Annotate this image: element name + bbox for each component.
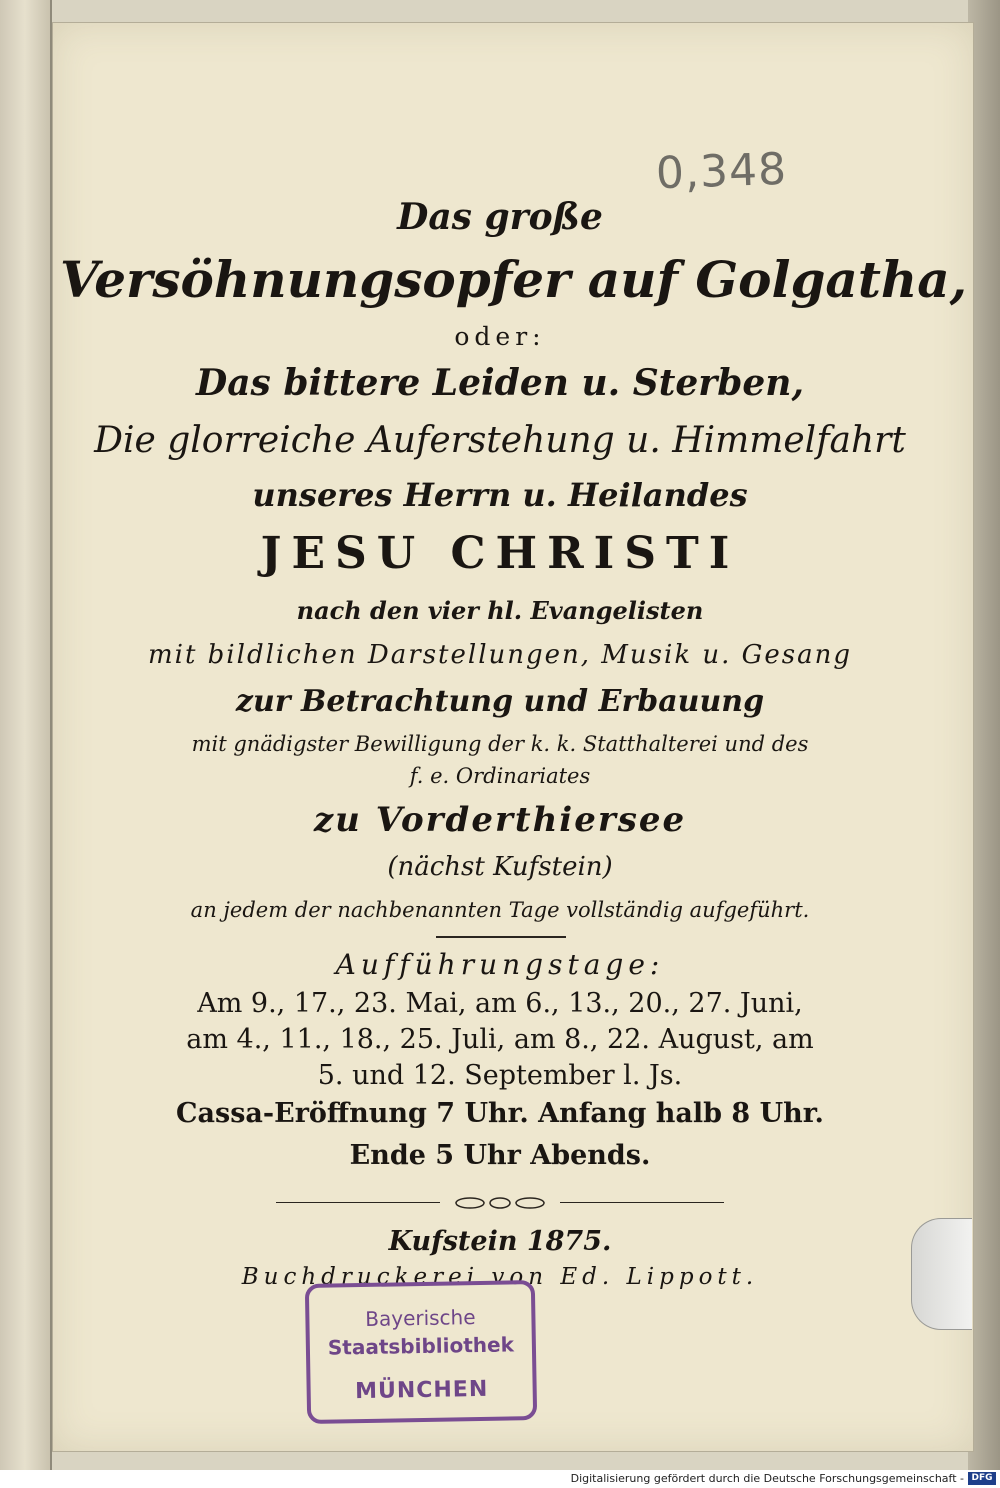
schedule-line-4: Cassa-Eröffnung 7 Uhr. Anfang halb 8 Uhr. xyxy=(176,1098,824,1129)
schedule-heading: Aufführungstage: xyxy=(335,948,665,981)
stamp-line-3: MÜNCHEN xyxy=(354,1376,489,1405)
title-line-12: f. e. Ordinariates xyxy=(409,764,591,788)
stamp-line-2: Staatsbibliothek xyxy=(327,1332,515,1360)
title-line-4: Das bittere Leiden u. Sterben, xyxy=(196,362,804,404)
ornament-rule-left xyxy=(276,1202,440,1203)
title-line-14: (nächst Kufstein) xyxy=(387,852,613,882)
title-line-2: Versöhnungsopfer auf Golgatha, xyxy=(60,250,968,309)
title-line-10: zur Betrachtung und Erbauung xyxy=(235,684,765,719)
title-line-6: unseres Herrn u. Heilandes xyxy=(252,476,748,514)
title-oder: oder: xyxy=(454,322,546,351)
imprint-printer: Buchdruckerei von Ed. Lippott. xyxy=(241,1264,759,1290)
title-place: zu Vorderthiersee xyxy=(313,800,687,840)
ornament-rule-right xyxy=(560,1202,724,1203)
schedule-line-2: am 4., 11., 18., 25. Juli, am 8., 22. August, am xyxy=(186,1024,814,1055)
dfg-logo: DFG xyxy=(968,1472,996,1485)
schedule-line-1: Am 9., 17., 23. Mai, am 6., 13., 20., 27. Juni, xyxy=(197,988,803,1019)
imprint-place-year: Kufstein 1875. xyxy=(388,1226,612,1257)
title-line-15: an jedem der nachbenannten Tage vollständig aufgeführt. xyxy=(190,898,810,922)
stamp-line-1: Bayerische xyxy=(365,1305,476,1331)
digitization-footer xyxy=(0,1470,1000,1488)
book-spine-edge xyxy=(0,0,52,1470)
title-line-8: nach den vier hl. Evangelisten xyxy=(296,596,704,625)
title-line-5: Die glorreiche Auferstehung u. Himmelfahrt xyxy=(94,420,906,461)
title-jesu-christi: JESU CHRISTI xyxy=(260,528,740,579)
handwritten-shelfmark: 0,348 xyxy=(655,143,788,200)
footer-credit: Digitalisierung gefördert durch die Deutsche Forschungsgemeinschaft - xyxy=(570,1472,964,1485)
schedule-line-3: 5. und 12. September l. Js. xyxy=(317,1060,683,1091)
title-line-1: Das große xyxy=(397,196,603,238)
title-line-11: mit gnädigster Bewilligung der k. k. Statthalterei und des xyxy=(191,732,809,756)
ornament-flourish xyxy=(440,1196,560,1210)
schedule-line-5: Ende 5 Uhr Abends. xyxy=(349,1140,651,1171)
library-stamp xyxy=(305,1280,537,1424)
divider-rule xyxy=(436,936,566,938)
title-line-9: mit bildlichen Darstellungen, Musik u. Gesang xyxy=(147,640,853,670)
